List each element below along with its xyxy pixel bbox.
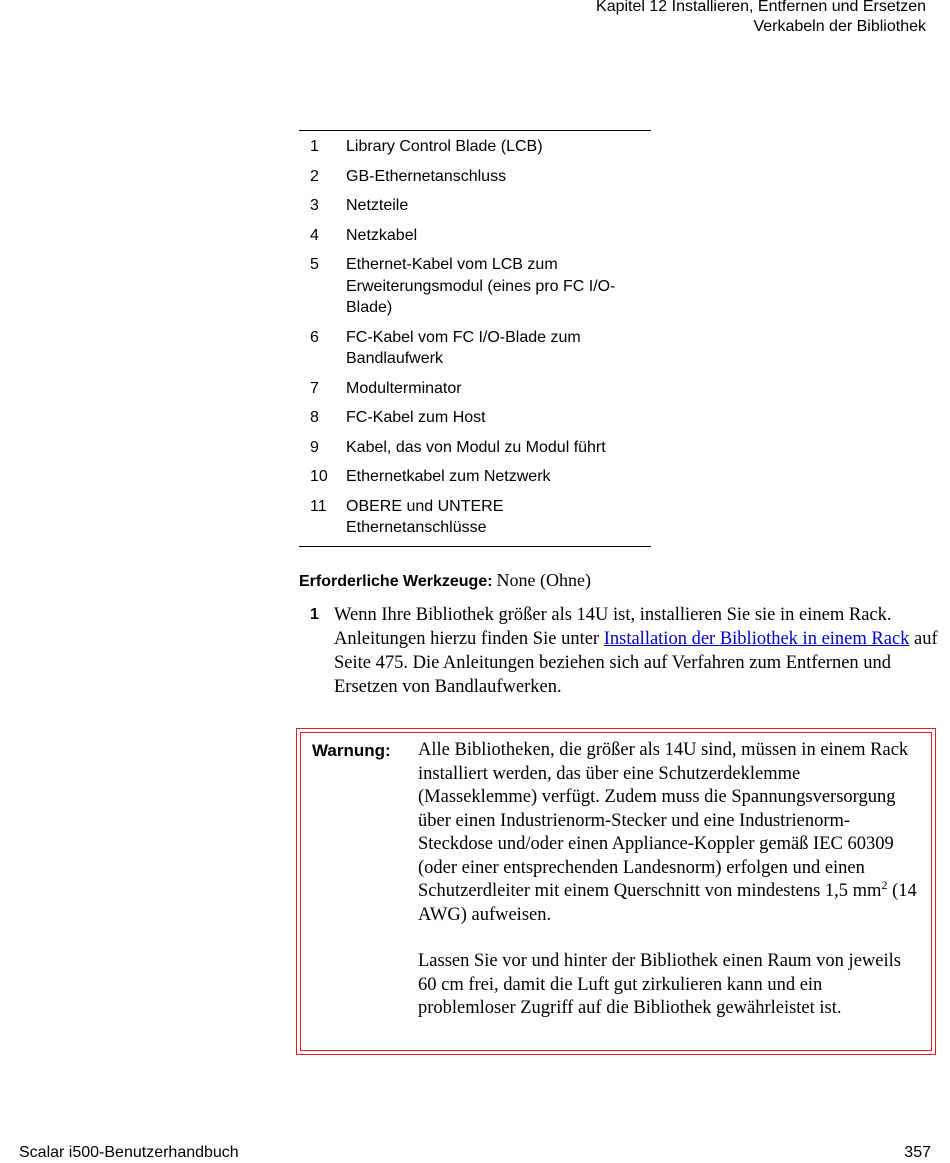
legend-text: OBERE und UNTERE Ethernetanschlüsse xyxy=(346,497,504,536)
legend-row xyxy=(299,327,651,370)
legend-row xyxy=(299,466,651,488)
legend-text: Modulterminator xyxy=(346,379,462,397)
step-text-after-link: auf Seite 475. Die Anleitungen beziehen sich auf Verfahren zum Entfernen und Ersetzen von Bandlaufwerken. xyxy=(334,629,938,697)
legend-text: Netzteile xyxy=(346,197,409,214)
procedure-step xyxy=(310,603,940,699)
legend-number: 7 xyxy=(310,379,319,397)
legend-text: Ethernetkabel zum Netzwerk xyxy=(346,468,551,485)
legend-number: 8 xyxy=(310,409,319,426)
footer-document-title: Scalar i500-Benutzerhandbuch xyxy=(19,1144,239,1161)
legend-text: Library Control Blade (LCB) xyxy=(346,138,543,155)
superscript: 2 xyxy=(881,877,888,892)
warning-text-part: Alle Bibliotheken, die größer als 14U sind, müssen in einem Rack installiert werden, das über eine Schutzerdeklemme (Masseklemme) verfügt. Zudem muss die Spannungsversorgung über einen Industrienorm-Stecker und eine Industrienorm-Steckdose und/oder einen Appliance-Koppler gemäß IEC 60309 (oder einer entsprechenden Landesnorm) erfolgen und einen Schutzerdleiter mit einem Querschnitt von mindestens 1,5 mm xyxy=(418,740,909,901)
required-tools-value: None (Ohne) xyxy=(496,570,592,590)
legend-text: Kabel, das von Modul zu Modul führt xyxy=(346,438,606,456)
warning-box xyxy=(296,728,936,1055)
legend-row xyxy=(299,496,651,539)
legend-number: 1 xyxy=(310,138,319,155)
legend-number: 3 xyxy=(310,197,319,214)
legend-row xyxy=(299,378,651,400)
section-title: Verkabeln der Bibliothek xyxy=(753,18,926,35)
step-number: 1 xyxy=(310,606,319,623)
legend-number: 6 xyxy=(310,328,319,346)
legend-text: Ethernet-Kabel vom LCB zum Erweiterungsmodul (eines pro FC I/O-Blade) xyxy=(346,256,616,316)
warning-body xyxy=(418,739,931,1050)
chapter-title: Kapitel 12 Installieren, Entfernen und Ersetzen xyxy=(596,0,926,15)
required-tools-label: Erforderliche Werkzeuge: xyxy=(299,573,493,590)
footer-page-number: 357 xyxy=(904,1144,931,1161)
step-text-before-link: Wenn Ihre Bibliothek größer als 14U ist, installieren Sie sie in einem Rack. Anleitungen hierzu finden Sie unter xyxy=(334,605,892,649)
legend-row xyxy=(299,254,651,319)
legend-row xyxy=(299,437,651,459)
warning-paragraph: Lassen Sie vor und hinter der Bibliothek einen Raum von jeweils 60 cm frei, damit die Luft gut zirkulieren kann und ein problemloser Zugriff auf die Bibliothek gewährleistet ist. xyxy=(418,951,901,1018)
step-text xyxy=(334,603,940,699)
legend-text: FC-Kabel zum Host xyxy=(346,409,486,426)
legend-number: 10 xyxy=(310,468,328,485)
legend-number: 4 xyxy=(310,226,319,244)
legend-number: 9 xyxy=(310,438,319,456)
legend-text: FC-Kabel vom FC I/O-Blade zum Bandlaufwerk xyxy=(346,328,581,367)
required-tools xyxy=(299,569,591,593)
callout-legend-table xyxy=(299,130,651,547)
legend-row xyxy=(299,166,651,188)
rack-installation-link[interactable]: Installation der Bibliothek in einem Rack xyxy=(603,629,910,649)
legend-number: 11 xyxy=(310,497,327,515)
legend-number: 2 xyxy=(310,167,319,185)
legend-row xyxy=(299,136,651,158)
legend-text: Netzkabel xyxy=(346,226,418,244)
legend-text: GB-Ethernetanschluss xyxy=(346,167,507,185)
warning-text-part: (14 AWG) aufweisen. xyxy=(418,881,917,925)
legend-row xyxy=(299,407,651,429)
warning-label: Warnung: xyxy=(312,741,391,760)
warning-box-inner xyxy=(300,732,932,1051)
legend-number: 5 xyxy=(310,256,319,273)
warning-paragraph xyxy=(418,739,923,927)
running-header xyxy=(596,0,926,37)
legend-row xyxy=(299,225,651,247)
legend-row xyxy=(299,195,651,217)
